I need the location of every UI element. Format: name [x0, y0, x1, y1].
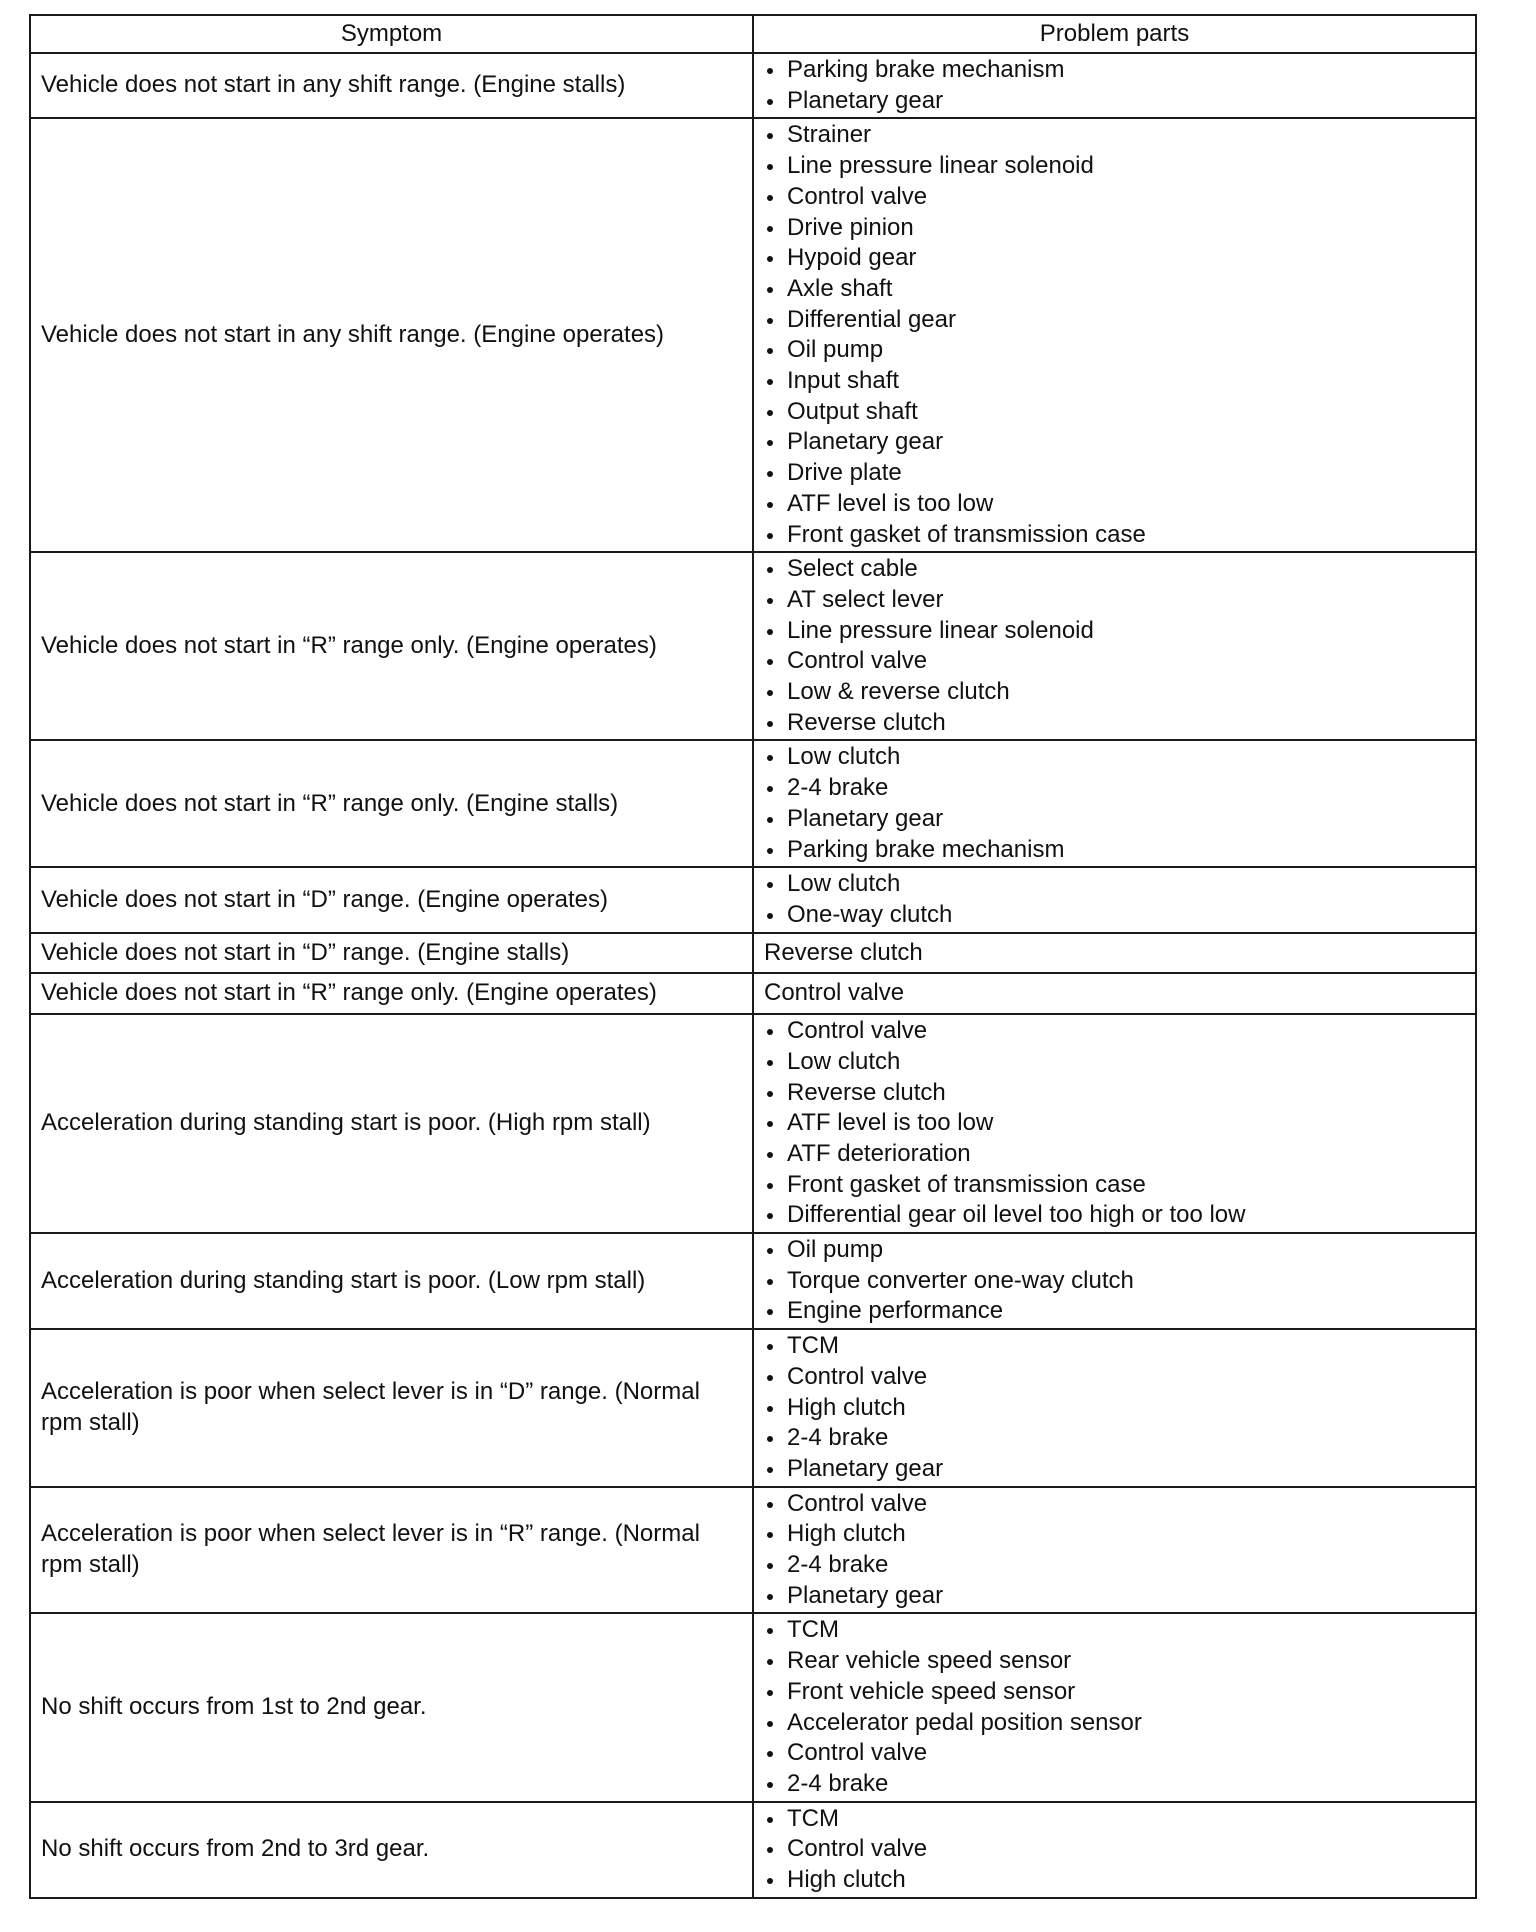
problem-part-item: Axle shaft	[764, 274, 1465, 305]
problem-part-item: TCM	[764, 1804, 1465, 1835]
symptom-cell: Vehicle does not start in “R” range only. (Engine stalls)	[30, 740, 753, 867]
problem-part-item: Planetary gear	[764, 86, 1465, 117]
problem-part-item: Planetary gear	[764, 427, 1465, 458]
table-row	[30, 1014, 1476, 1233]
problem-part-item: 2-4 brake	[764, 1550, 1465, 1581]
problem-parts-list	[764, 1804, 1465, 1896]
problem-part-item: Control valve	[764, 1489, 1465, 1520]
problem-part-item: Parking brake mechanism	[764, 55, 1465, 86]
problem-parts-list	[764, 1615, 1465, 1799]
problem-part-item: Front gasket of transmission case	[764, 1170, 1465, 1201]
header-row	[30, 15, 1476, 53]
problem-part-item: Low clutch	[764, 869, 1465, 900]
problem-parts-cell	[753, 1233, 1476, 1329]
table-row	[30, 118, 1476, 552]
problem-part-item: Control valve	[764, 1834, 1465, 1865]
problem-parts-cell	[753, 973, 1476, 1014]
table-row	[30, 1487, 1476, 1614]
header-symptom: Symptom	[30, 15, 753, 53]
problem-parts-list	[764, 742, 1465, 865]
problem-part-item: Control valve	[764, 1016, 1465, 1047]
problem-part-item: 2-4 brake	[764, 1769, 1465, 1800]
symptom-cell: No shift occurs from 2nd to 3rd gear.	[30, 1802, 753, 1898]
problem-part-item: Input shaft	[764, 366, 1465, 397]
problem-part-item: 2-4 brake	[764, 1423, 1465, 1454]
problem-parts-cell	[753, 1802, 1476, 1898]
table-row	[30, 1329, 1476, 1487]
problem-parts-list	[764, 1489, 1465, 1612]
problem-part-item: Parking brake mechanism	[764, 835, 1465, 866]
problem-part-item: Low clutch	[764, 742, 1465, 773]
problem-part-item: High clutch	[764, 1393, 1465, 1424]
symptom-cell: Vehicle does not start in “D” range. (Engine stalls)	[30, 933, 753, 974]
table-row	[30, 1613, 1476, 1801]
problem-parts-cell	[753, 118, 1476, 552]
problem-part-item: Planetary gear	[764, 804, 1465, 835]
symptom-cell: Vehicle does not start in “R” range only. (Engine operates)	[30, 552, 753, 740]
problem-parts-list	[764, 1331, 1465, 1485]
problem-parts-cell	[753, 1613, 1476, 1801]
problem-parts-cell	[753, 1014, 1476, 1233]
problem-part-item: Control valve	[764, 1362, 1465, 1393]
symptom-cell: Vehicle does not start in any shift range. (Engine stalls)	[30, 53, 753, 118]
table-row	[30, 867, 1476, 932]
table-row	[30, 933, 1476, 974]
problem-part-item: Torque converter one-way clutch	[764, 1266, 1465, 1297]
table-row	[30, 1233, 1476, 1329]
problem-parts-cell	[753, 552, 1476, 740]
problem-part-item: Planetary gear	[764, 1581, 1465, 1612]
problem-part-item: Line pressure linear solenoid	[764, 616, 1465, 647]
problem-part-item: Planetary gear	[764, 1454, 1465, 1485]
problem-part-item: Oil pump	[764, 1235, 1465, 1266]
table-body	[30, 53, 1476, 1898]
problem-part-item: Strainer	[764, 120, 1465, 151]
problem-parts-cell	[753, 1487, 1476, 1614]
problem-part-item: Engine performance	[764, 1296, 1465, 1327]
problem-part-item: AT select lever	[764, 585, 1465, 616]
problem-parts-list	[764, 1016, 1465, 1231]
problem-part-item: Select cable	[764, 554, 1465, 585]
problem-part-item: Output shaft	[764, 397, 1465, 428]
problem-part-item: Hypoid gear	[764, 243, 1465, 274]
problem-part-item: TCM	[764, 1615, 1465, 1646]
problem-part-item: Reverse clutch	[764, 708, 1465, 739]
problem-part-item: One-way clutch	[764, 900, 1465, 931]
table-row	[30, 552, 1476, 740]
problem-part-item: Control valve	[764, 182, 1465, 213]
table-row	[30, 1802, 1476, 1898]
problem-part-item: Front vehicle speed sensor	[764, 1677, 1465, 1708]
problem-part-item: Reverse clutch	[764, 1078, 1465, 1109]
problem-parts-cell	[753, 53, 1476, 118]
problem-parts-list	[764, 1235, 1465, 1327]
symptom-cell: Vehicle does not start in any shift range. (Engine operates)	[30, 118, 753, 552]
problem-parts-cell	[753, 867, 1476, 932]
problem-part-item: Drive pinion	[764, 213, 1465, 244]
problem-parts-list	[764, 554, 1465, 738]
symptom-cell: Vehicle does not start in “R” range only. (Engine operates)	[30, 973, 753, 1014]
symptom-cell: Acceleration during standing start is poor. (Low rpm stall)	[30, 1233, 753, 1329]
problem-parts-list	[764, 55, 1465, 116]
problem-part-text: Reverse clutch	[764, 938, 923, 966]
table-row	[30, 53, 1476, 118]
problem-parts-list	[764, 869, 1465, 930]
problem-part-item: Line pressure linear solenoid	[764, 151, 1465, 182]
problem-part-item: High clutch	[764, 1865, 1465, 1896]
problem-parts-list	[764, 120, 1465, 550]
problem-part-item: Differential gear oil level too high or too low	[764, 1200, 1465, 1231]
problem-part-item: Accelerator pedal position sensor	[764, 1708, 1465, 1739]
problem-part-item: Low & reverse clutch	[764, 677, 1465, 708]
problem-part-item: Rear vehicle speed sensor	[764, 1646, 1465, 1677]
problem-parts-cell	[753, 933, 1476, 974]
problem-part-text: Control valve	[764, 979, 905, 1007]
problem-part-item: ATF deterioration	[764, 1139, 1465, 1170]
symptom-cell: No shift occurs from 1st to 2nd gear.	[30, 1613, 753, 1801]
symptom-cell: Vehicle does not start in “D” range. (Engine operates)	[30, 867, 753, 932]
problem-part-item: ATF level is too low	[764, 489, 1465, 520]
problem-part-item: ATF level is too low	[764, 1108, 1465, 1139]
problem-part-item: High clutch	[764, 1519, 1465, 1550]
problem-parts-cell	[753, 1329, 1476, 1487]
header-problem-parts: Problem parts	[753, 15, 1476, 53]
table-row	[30, 740, 1476, 867]
table-row	[30, 973, 1476, 1014]
problem-part-item: Front gasket of transmission case	[764, 520, 1465, 551]
problem-part-item: Drive plate	[764, 458, 1465, 489]
problem-part-item: Control valve	[764, 1738, 1465, 1769]
problem-part-item: Oil pump	[764, 335, 1465, 366]
symptom-cell: Acceleration is poor when select lever is in “R” range. (Normal rpm stall)	[30, 1487, 753, 1614]
problem-parts-cell	[753, 740, 1476, 867]
problem-part-item: Differential gear	[764, 305, 1465, 336]
problem-part-item: 2-4 brake	[764, 773, 1465, 804]
problem-part-item: Control valve	[764, 646, 1465, 677]
symptom-cell: Acceleration during standing start is poor. (High rpm stall)	[30, 1014, 753, 1233]
symptom-cell: Acceleration is poor when select lever is in “D” range. (Normal rpm stall)	[30, 1329, 753, 1487]
problem-part-item: TCM	[764, 1331, 1465, 1362]
table-header	[30, 15, 1476, 53]
symptom-table	[29, 14, 1477, 1899]
problem-part-item: Low clutch	[764, 1047, 1465, 1078]
